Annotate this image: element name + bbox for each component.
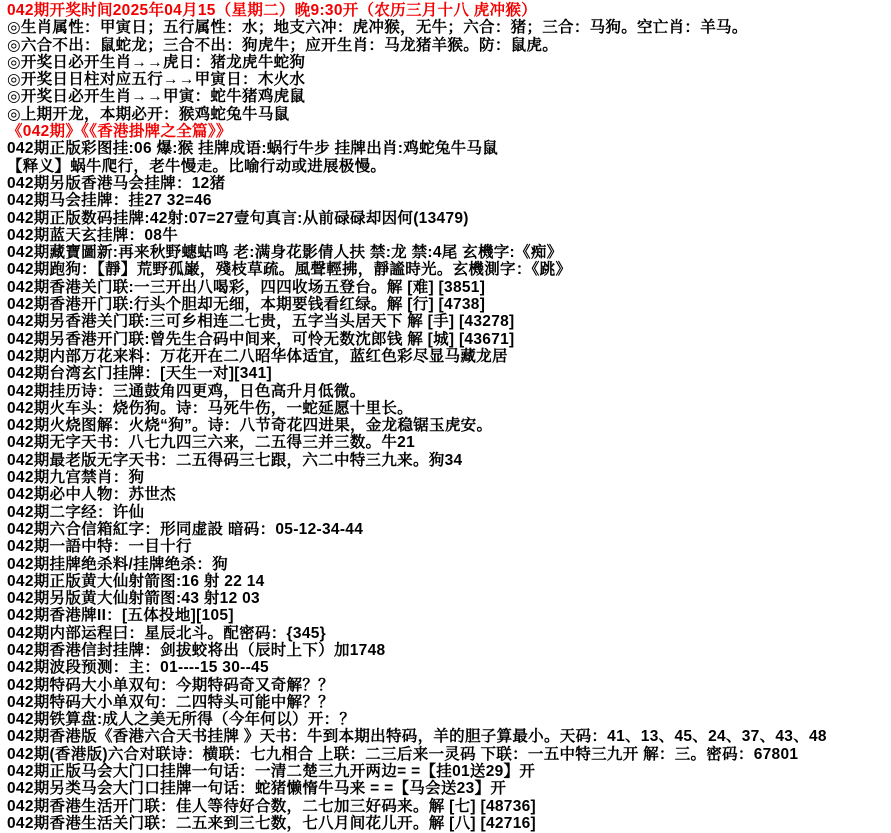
text-line: 042期蓝天玄挂牌：08牛 <box>7 226 179 244</box>
text-line: 042期另香港关门联:三可乡相连二七贵，五字当头居天下 解 [手] [43278] <box>7 313 515 331</box>
text-line: 042期台湾玄门挂牌：[天生一对][341] <box>7 365 272 383</box>
text-line: 042期跑狗：【靜】荒野孤巌，殘枝草疏。風聲輕拂，靜謐時光。玄機測字：《跳》 <box>7 261 572 279</box>
text-line: 042期特码大小单双句：今期特码奇又奇解？？ <box>7 676 334 694</box>
text-line: 042期马会挂牌：挂27 32=46 <box>7 192 212 210</box>
text-line: 042期正版马会大门口挂牌一句话：一清二楚三九开两边= =【挂01送29】开 <box>7 763 536 781</box>
text-line: 042期香港关门联:一三开出八喝彩，四四收场五登台。解 [难] [3851] <box>7 278 486 296</box>
text-line: 042期挂牌绝杀料/挂牌绝杀：狗 <box>7 555 228 573</box>
text-line: ◎上期开龙，本期必开：猴鸡蛇兔牛马鼠 <box>7 105 290 123</box>
text-line: ◎开奖日必开生肖→→甲寅：蛇牛猪鸡虎鼠 <box>7 88 306 106</box>
text-line: 042期六合信箱紅字：形同虚設 暗码：05-12-34-44 <box>7 520 364 538</box>
text-line: 042期香港开门联:行头个胆却无细，本期要钱看红绿。解 [行] [4738] <box>7 296 486 314</box>
text-line: 042期正版数码挂牌:42射:07=27壹句真言:从前碌碌却因何(13479) <box>7 209 469 227</box>
text-line: 042期香港信封挂牌：剑拔蛟将出（辰时上下）加1748 <box>7 641 386 659</box>
text-line: 042期最老版无字天书：二五得码三七跟，六二中特三九来。狗34 <box>7 451 463 469</box>
text-line: 042期香港生活开门联：佳人等待好合数，二七加三好码来。解 [七] [48736] <box>7 797 537 815</box>
text-line: 042期特码大小单双句：二四特头可能中解？？ <box>7 693 334 711</box>
text-line: 042期波段预测：主：01----15 30--45 <box>7 659 269 677</box>
text-line: 042期火车头：烧伤狗。诗：马死牛伤，一蛇延愿十里长。 <box>7 399 413 417</box>
text-line: 042期香港生活关门联：二五来到三七数，七八月间花儿开。解 [八] [42716] <box>7 814 537 832</box>
text-line: 042期香港牌II：[五体投地][105] <box>7 607 234 625</box>
content-lines <box>7 2 891 832</box>
text-line: 【释义】蜗牛爬行，老牛慢走。比喻行动或进展极慢。 <box>7 157 387 175</box>
text-line: 042期香港版《香港六合天书挂牌 》天书：牛到本期出特码，羊的胆子算最小。天码：41、13、45、24、37、43、48 <box>7 728 827 746</box>
text-line: ◎开奖日日柱对应五行→→甲寅日：木火水 <box>7 71 306 89</box>
text-line: ◎六合不出：鼠蛇龙；三合不出：狗虎牛；应开生肖：马龙猪羊猴。防：鼠虎。 <box>7 36 559 54</box>
text-line: 042期内部万花来料：万花开在二八昭华体适宜，蓝红色彩尽显马藏龙居 <box>7 347 508 365</box>
text-line: 042期(香港版)六合对联诗：横联：七九相合 上联：二三后来一灵码 下联：一五中特三九开 解：三。密码：67801 <box>7 745 799 763</box>
text-line: 042期九宫禁肖：狗 <box>7 469 145 487</box>
highlighted-text-line: 042期开奖时间2025年04月15（星期二）晚9:30开（农历三月十八 虎冲猴） <box>7 2 537 19</box>
text-line: 042期正版黄大仙射箭图:16 射 22 14 <box>7 572 265 590</box>
text-line: ◎生肖属性：甲寅日；五行属性：水；地支六冲：虎冲猴，无牛；六合：猪；三合：马狗。空亡肖：羊马。 <box>7 19 748 37</box>
text-line: 042期二字经：许仙 <box>7 503 145 521</box>
text-line: 042期另香港开门联:曾先生合码中间来，可怜无数沈郎钱 解 [城] [43671] <box>7 330 515 348</box>
highlighted-text-line: 《042期》《《香港掛牌之全篇》》 <box>7 123 232 141</box>
text-line: 042期另类马会大门口挂牌一句话：蛇猪懒惰牛马来 = =【马会送23】开 <box>7 780 507 798</box>
text-line: 042期挂历诗：三通鼓角四更鸡，日色高升月低微。 <box>7 382 366 400</box>
text-line: 042期另版香港马会挂牌：12猪 <box>7 174 226 192</box>
text-line: 042期无字天书：八七九四三六来，二五得三并三数。牛21 <box>7 434 416 452</box>
text-line: 042期内部运程曰：星辰北斗。配密码：{345} <box>7 624 326 642</box>
text-line: 042期一語中特：一目十行 <box>7 538 192 556</box>
text-line: 042期另版黄大仙射箭图:43 射12 03 <box>7 590 260 608</box>
text-line: 042期藏寶圖新:再来秋野蟪蛄鸣 老:满身花影倩人扶 禁:龙 禁:4尾 玄機字:《痴》 <box>7 244 563 262</box>
text-line: 042期必中人物：苏世杰 <box>7 486 176 504</box>
text-line: 042期正版彩图挂:06 爆:猴 挂牌成语:蜗行牛步 挂牌出肖:鸡蛇兔牛马鼠 <box>7 140 499 158</box>
text-line: 042期火烧图解：火烧“狗”。诗：八节奇花四进果，金龙稳锯玉虎安。 <box>7 417 493 435</box>
text-line: 042期铁算盘:成人之美无所得（今年何以）开：？ <box>7 711 356 729</box>
text-line: ◎开奖日必开生肖→→虎日：猪龙虎牛蛇狗 <box>7 53 306 71</box>
